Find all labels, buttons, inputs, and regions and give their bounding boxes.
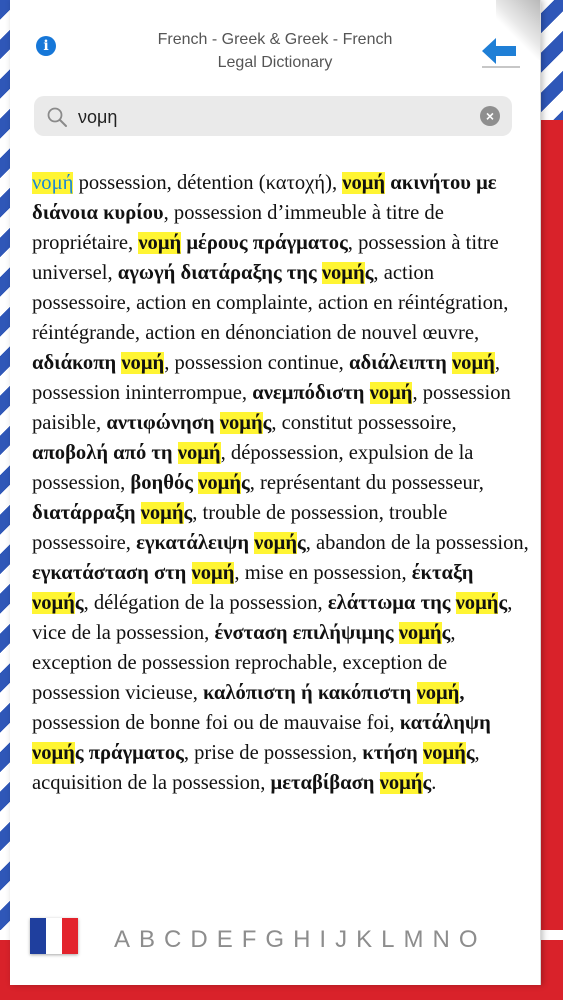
entry-segment: , possession ininterrompue, <box>32 352 500 404</box>
greek-term: ς <box>74 592 84 614</box>
greek-term: μέρους πράγματος <box>181 232 348 254</box>
header <box>10 0 540 88</box>
alphabet-letter[interactable]: A <box>114 926 131 953</box>
greek-term: ακινήτου με διάνοια κυρίου <box>32 172 497 224</box>
dictionary-page <box>10 0 541 985</box>
greek-term: μεταβίβαση <box>270 772 380 794</box>
alphabet-letter[interactable]: O <box>458 926 478 953</box>
entry-segment: , délégation de la possession, <box>83 592 328 614</box>
dictionary-entry <box>32 168 532 920</box>
highlight-term: νομή <box>398 622 442 644</box>
greek-term: ανεμπόδιστη <box>252 382 370 404</box>
entry-segment: , exception de possession reprochable, exception de possession vicieuse, <box>32 622 456 704</box>
title-line-2: Legal Dictionary <box>217 54 333 71</box>
greek-term: ς <box>241 472 250 494</box>
entry-segment: possession de bonne foi ou de mauvaise foi, <box>32 712 400 734</box>
greek-term: εγκατάλειψη <box>136 532 255 554</box>
highlight-term: νομή <box>342 172 386 194</box>
search-icon <box>46 106 68 128</box>
entry-segment: , action possessoire, action en complainte, action en réintégration, réintégrande, action en dénonciation de nouvel œuvre, <box>32 262 509 344</box>
alphabet-letter[interactable]: I <box>319 926 327 953</box>
highlight-term: νομή <box>32 592 75 614</box>
alphabet-letter[interactable]: E <box>216 926 233 953</box>
greek-term: αδιάκοπη <box>32 352 122 374</box>
page-title <box>100 28 450 74</box>
greek-term: κατάληψη <box>399 712 491 734</box>
greek-term: ς <box>422 772 432 794</box>
greek-term: ς <box>465 742 475 764</box>
clear-search-icon[interactable]: × <box>480 106 500 126</box>
entry-segment: , représentant du possesseur, <box>249 472 484 494</box>
alphabet-letter[interactable]: K <box>356 926 373 953</box>
search-bar[interactable] <box>34 96 512 136</box>
entry-segment: , vice de la possession, <box>32 592 513 644</box>
greek-term: αδιάλειπτη <box>348 352 452 374</box>
entry-segment: , acquisition de la possession, <box>32 742 480 794</box>
greek-term: αντιφώνηση <box>106 412 220 434</box>
entry-segment: , mise en possession, <box>234 562 412 584</box>
entry-segment: , constitut possessoire, <box>271 412 457 434</box>
alphabet-letter[interactable]: H <box>293 926 311 953</box>
greek-term: ς <box>364 262 374 284</box>
highlight-term: νομή <box>121 352 165 374</box>
alphabet-letter[interactable]: C <box>164 926 182 953</box>
greek-term: κτήση <box>362 742 423 764</box>
greek-term: έκταξη <box>411 562 474 584</box>
entry-text <box>32 168 532 798</box>
highlight-term: νομή <box>191 562 235 584</box>
greek-term: αγωγή διατάραξης της <box>117 262 322 284</box>
highlight-term: νομή <box>455 592 499 614</box>
entry-segment: , possession à titre universel, <box>32 232 499 284</box>
alphabet-letter[interactable]: J <box>335 926 348 953</box>
entry-segment: . <box>431 772 437 794</box>
info-icon[interactable]: i <box>36 36 56 56</box>
highlight-term: νομή <box>416 682 460 704</box>
footer-bar <box>10 910 540 985</box>
alphabet-letter[interactable]: G <box>265 926 285 953</box>
greek-term: καλόπιστη ή κακόπιστη <box>203 682 417 704</box>
entry-segment: , trouble de possession, trouble possessoire, <box>32 502 448 554</box>
entry-segment: , abandon de la possession, <box>305 532 529 554</box>
headword: νομή <box>32 172 74 194</box>
greek-term: ένσταση επιλήψιμης <box>214 622 399 644</box>
greek-term: ς <box>183 502 193 524</box>
greek-term: πράγματος <box>83 742 184 764</box>
greek-term: αποβολή από τη <box>32 442 178 464</box>
alphabet-letter[interactable]: B <box>139 926 156 953</box>
greek-term: ς <box>441 622 451 644</box>
entry-segment: , dépossession, expulsion de la possession, <box>32 442 474 494</box>
greek-term: ς <box>262 412 272 434</box>
alphabet-letter[interactable]: D <box>190 926 208 953</box>
greek-term: ς <box>74 742 84 764</box>
highlight-term: νομή <box>321 262 365 284</box>
greek-term: ς <box>498 592 508 614</box>
alphabet-letter[interactable]: M <box>403 926 424 953</box>
alphabet-index <box>114 926 534 956</box>
entry-segment: , possession d’immeuble à titre de propriétaire, <box>32 202 444 254</box>
highlight-term: νομή <box>451 352 495 374</box>
highlight-term: νομή <box>198 472 242 494</box>
highlight-term: νομή <box>422 742 466 764</box>
highlight-term: νομή <box>219 412 263 434</box>
alphabet-letter[interactable]: L <box>381 926 395 953</box>
greek-term: βοηθός <box>130 472 199 494</box>
entry-segment: , possession continue, <box>164 352 349 374</box>
greek-term: , <box>459 682 465 704</box>
entry-segment: , prise de possession, <box>183 742 363 764</box>
highlight-term: νομή <box>254 532 298 554</box>
greek-term: διατάρραξη <box>32 502 141 524</box>
title-line-1: French - Greek & Greek - French <box>157 31 393 48</box>
highlight-term: νομή <box>32 742 75 764</box>
greek-term: ς <box>297 532 306 554</box>
highlight-term: νομή <box>369 382 413 404</box>
highlight-term: νομή <box>138 232 182 254</box>
highlight-term: νομή <box>140 502 184 524</box>
highlight-term: νομή <box>379 772 423 794</box>
back-arrow-icon[interactable] <box>482 36 516 66</box>
greek-term: ελάττωμα της <box>327 592 456 614</box>
entry-segment: , possession paisible, <box>32 382 511 434</box>
back-button-underline <box>482 66 520 68</box>
entry-segment: possession, détention (κατοχή), <box>73 172 343 194</box>
highlight-term: νομή <box>177 442 221 464</box>
alphabet-letter[interactable]: N <box>432 926 450 953</box>
french-flag-icon[interactable] <box>30 918 78 954</box>
alphabet-letter[interactable]: F <box>241 926 257 953</box>
search-input[interactable] <box>76 100 470 134</box>
greek-term: εγκατάσταση στη <box>32 562 192 584</box>
